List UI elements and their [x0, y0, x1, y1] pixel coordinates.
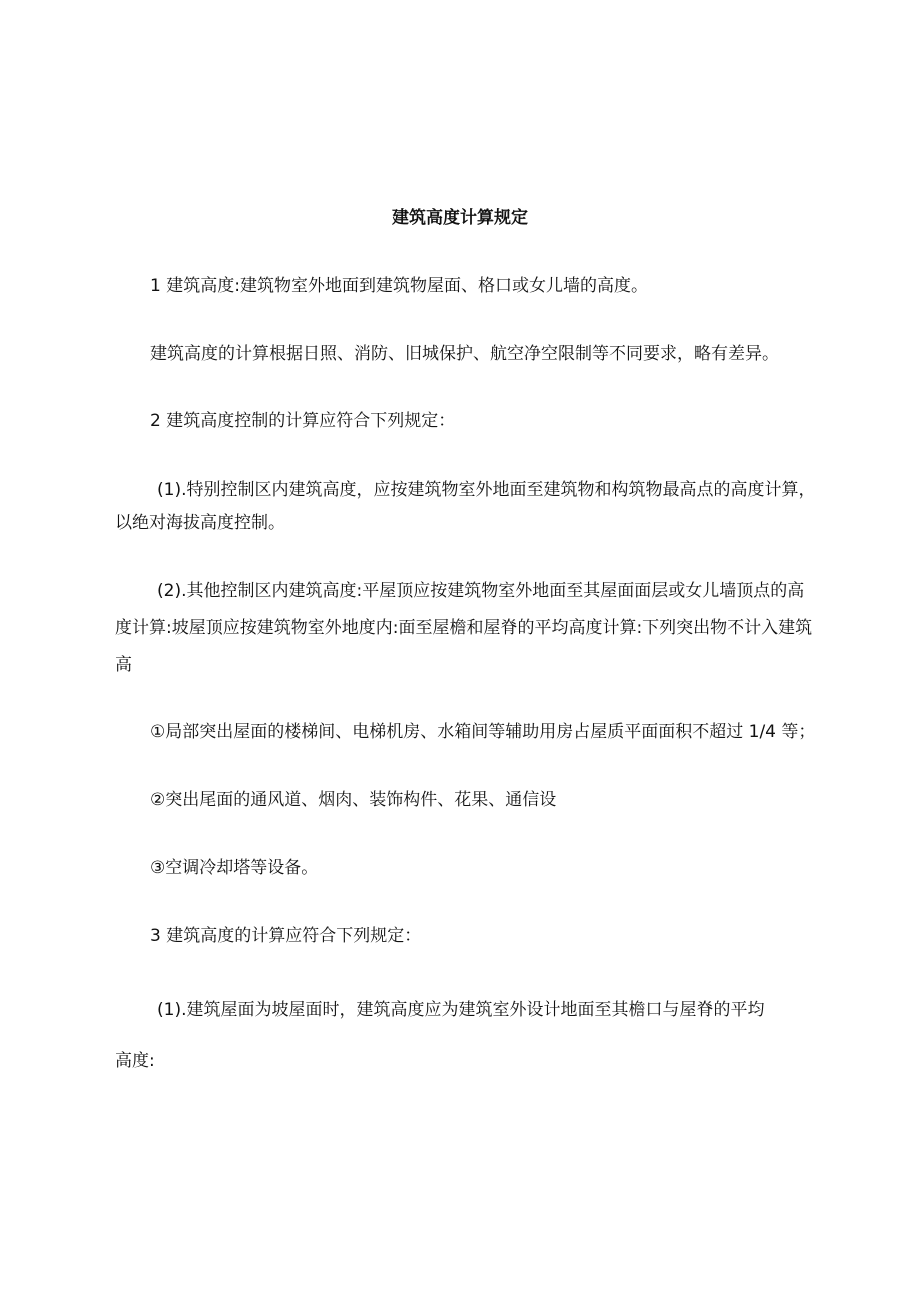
subitem-circled-2: ②突出尾面的通风道、烟肉、装饰构件、花果、通信设: [150, 790, 557, 810]
subitem-circled-3: ③空调冷却塔等设备。: [150, 858, 319, 878]
item-3-line-2: 高度:: [115, 1051, 155, 1071]
item-2-line-3: 高: [115, 655, 132, 675]
paragraph-3-control-heading: 2 建筑高度控制的计算应符合下列规定：: [150, 411, 456, 431]
item-2-line-2: 度计算:坡屋顶应按建筑物室外地度内:面至屋檐和屋脊的平均高度计算:下列突出物不计入建筑: [115, 618, 813, 638]
subitem-circled-1: ①局部突出屋面的楼梯间、电梯机房、水箱间等辅助用房占屋质平面面积不超过 1/4 等；: [150, 722, 816, 742]
item-2-line-1: (2).其他控制区内建筑高度:平屋顶应按建筑物室外地面至其屋面面层或女儿墙顶点的高: [157, 581, 805, 601]
item-1-line-2: 以绝对海拔高度控制。: [115, 513, 285, 533]
paragraph-4-calculation-heading: 3 建筑高度的计算应符合下列规定：: [150, 926, 422, 946]
paragraph-1-definition: 1 建筑高度:建筑物室外地面到建筑物屋面、格口或女儿墙的高度。: [150, 276, 648, 296]
paragraph-2-variation: 建筑高度的计算根据日照、消防、旧城保护、航空净空限制等不同要求，略有差异。: [150, 344, 779, 364]
item-3-line-1: (1).建筑屋面为坡屋面时，建筑高度应为建筑室外设计地面至其檐口与屋脊的平均: [157, 1000, 765, 1020]
document-title: 建筑高度计算规定: [392, 208, 528, 228]
item-1-line-1: (1).特别控制区内建筑高度，应按建筑物室外地面至建筑物和构筑物最高点的高度计算，: [157, 480, 816, 500]
